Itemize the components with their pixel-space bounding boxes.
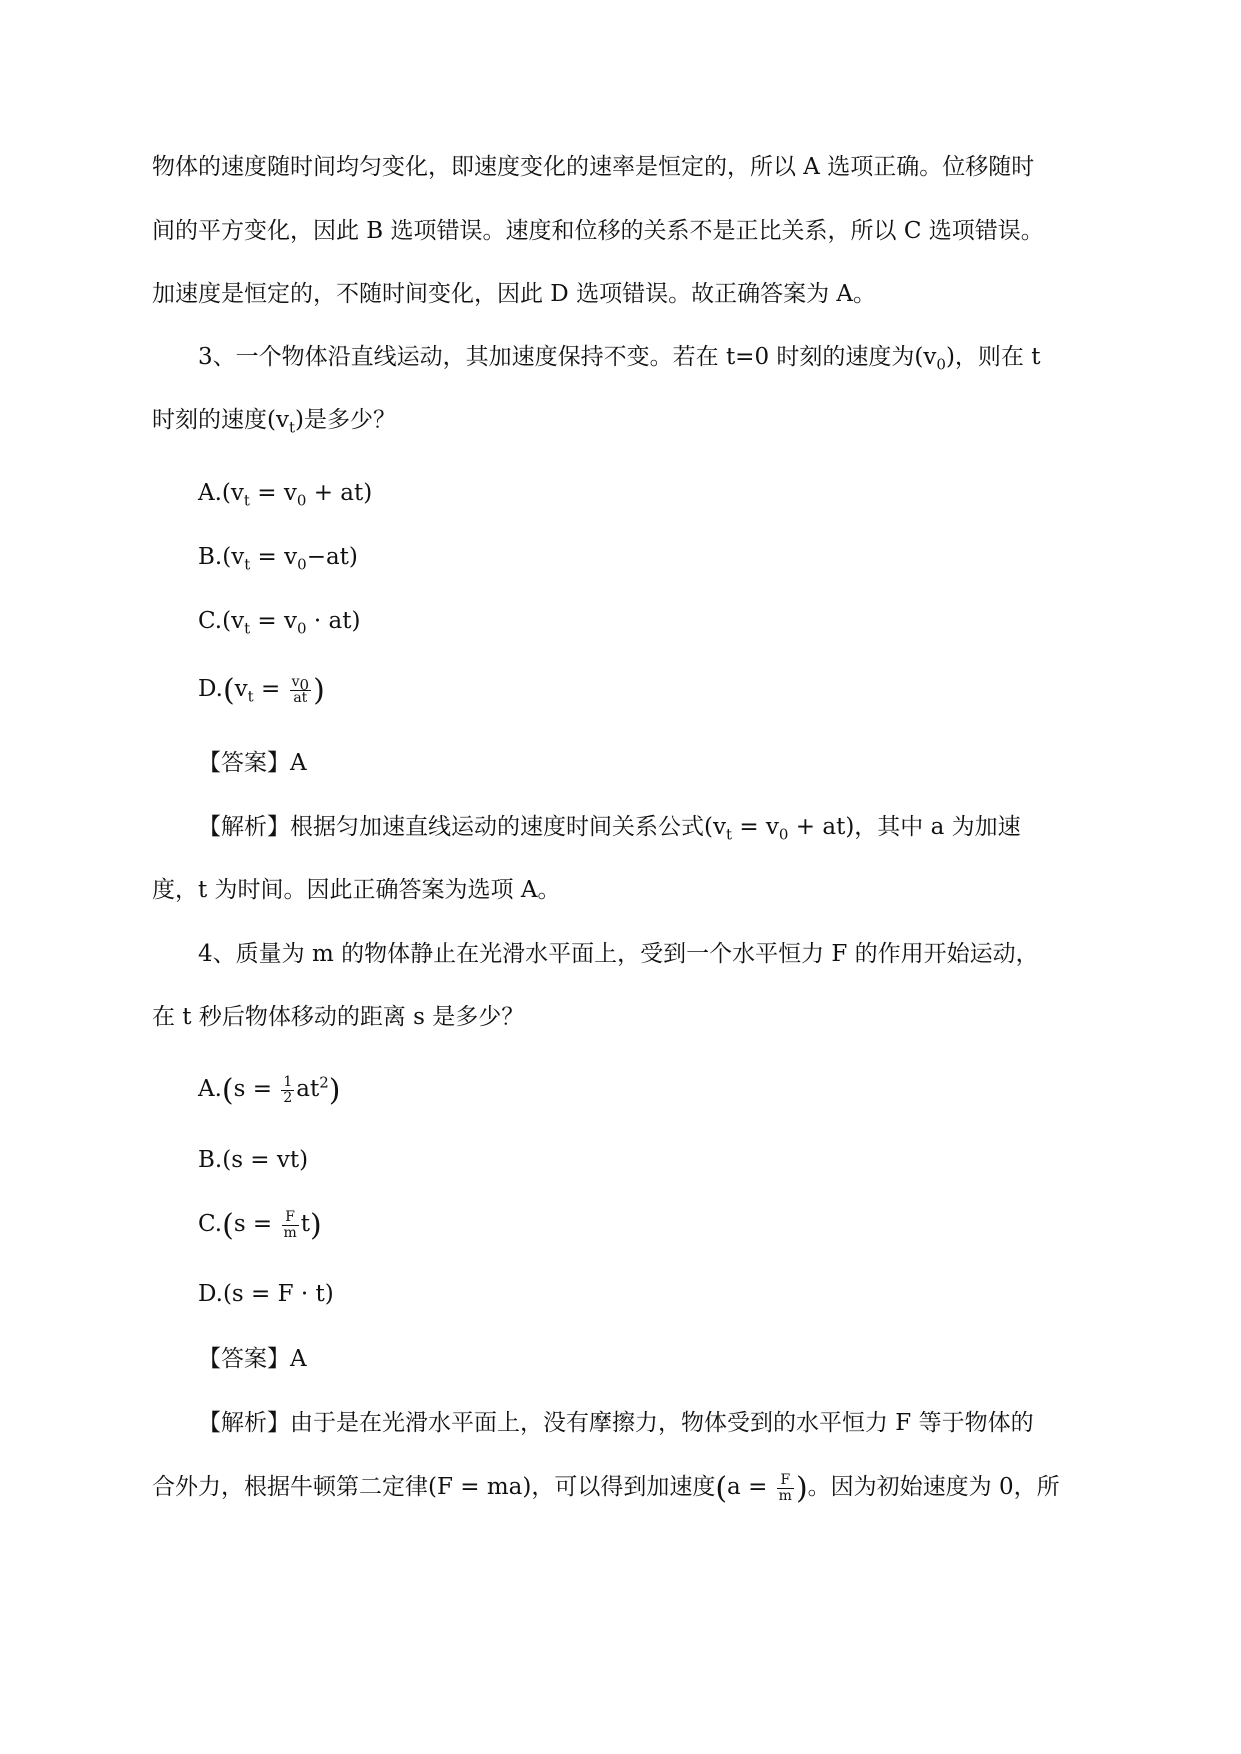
q3-option-d-fraction: $\frac{v_0}{at}$: [291, 673, 310, 706]
q3-line-1: 3、一个物体沿直线运动，其加速度保持不变。若在 t=0 时刻的速度为$(v_0)$，则在 t: [198, 344, 1041, 374]
q4-option-a: A.(s = $\frac{1}{2}$ $at^2$): [198, 1073, 341, 1108]
q4-option-c-fraction: $\frac{F}{m}$: [283, 1208, 297, 1241]
q3-answer: 【答案】A: [198, 750, 307, 776]
q4-option-d: D.(s = F · t): [198, 1281, 334, 1307]
q4-explanation-fraction: $\frac{F}{m}$: [778, 1471, 792, 1504]
q4-option-c: C.(s = $\frac{F}{m}$ t): [198, 1208, 322, 1243]
q3-v0: $(v_0)$: [914, 344, 955, 374]
intro-line-1: 物体的速度随时间均匀变化，即速度变化的速率是恒定的，所以 A 选项正确。位移随时: [152, 154, 1035, 180]
q4-explanation-line-2: 合外力，根据牛顿第二定律(F = ma)，可以得到加速度(a = $\frac{F}{m}$ )。因为初始速度为 0，所: [152, 1471, 1060, 1506]
q3-option-b: $B.(v_t = v_0-at)$: [198, 544, 358, 574]
q3-line-2: 时刻的速度$(v_t)$是多少？: [152, 407, 396, 437]
intro-line-2: 间的平方变化，因此 B 选项错误。速度和位移的关系不是正比关系，所以 C 选项错误。: [152, 218, 1044, 244]
intro-line-3: 加速度是恒定的，不随时间变化，因此 D 选项错误。故正确答案为 A。: [152, 281, 876, 307]
q4-option-b: B.(s = vt): [198, 1147, 309, 1173]
q4-line-1: 4、质量为 m 的物体静止在光滑水平面上，受到一个水平恒力 F 的作用开始运动，: [198, 941, 1039, 967]
q4-line-2: 在 t 秒后物体移动的距离 s 是多少？: [152, 1004, 525, 1030]
q4-explanation-line-1: 【解析】由于是在光滑水平面上，没有摩擦力，物体受到的水平恒力 F 等于物体的: [198, 1410, 1034, 1436]
q3-explanation-line-2: 度，t 为时间。因此正确答案为选项 A。: [152, 877, 561, 903]
q4-option-a-fraction: $\frac{1}{2}$: [283, 1073, 293, 1106]
q4-answer: 【答案】A: [198, 1346, 307, 1372]
q3-option-d: $D.(v_t$ = $\frac{v_0}{at}$ ): [198, 673, 325, 708]
q3-option-a: $A.(v_t = v_0 + at)$: [198, 480, 373, 510]
q3-explanation-line-1: 【解析】根据匀加速直线运动的速度时间关系公式$(v_t = v_0 + at)$，其中 a 为加速: [198, 814, 1021, 844]
q3-option-c: $C.(v_t = v_0 \cdot at)$: [198, 608, 361, 638]
q3-vt: $(v_t)$: [267, 407, 304, 437]
